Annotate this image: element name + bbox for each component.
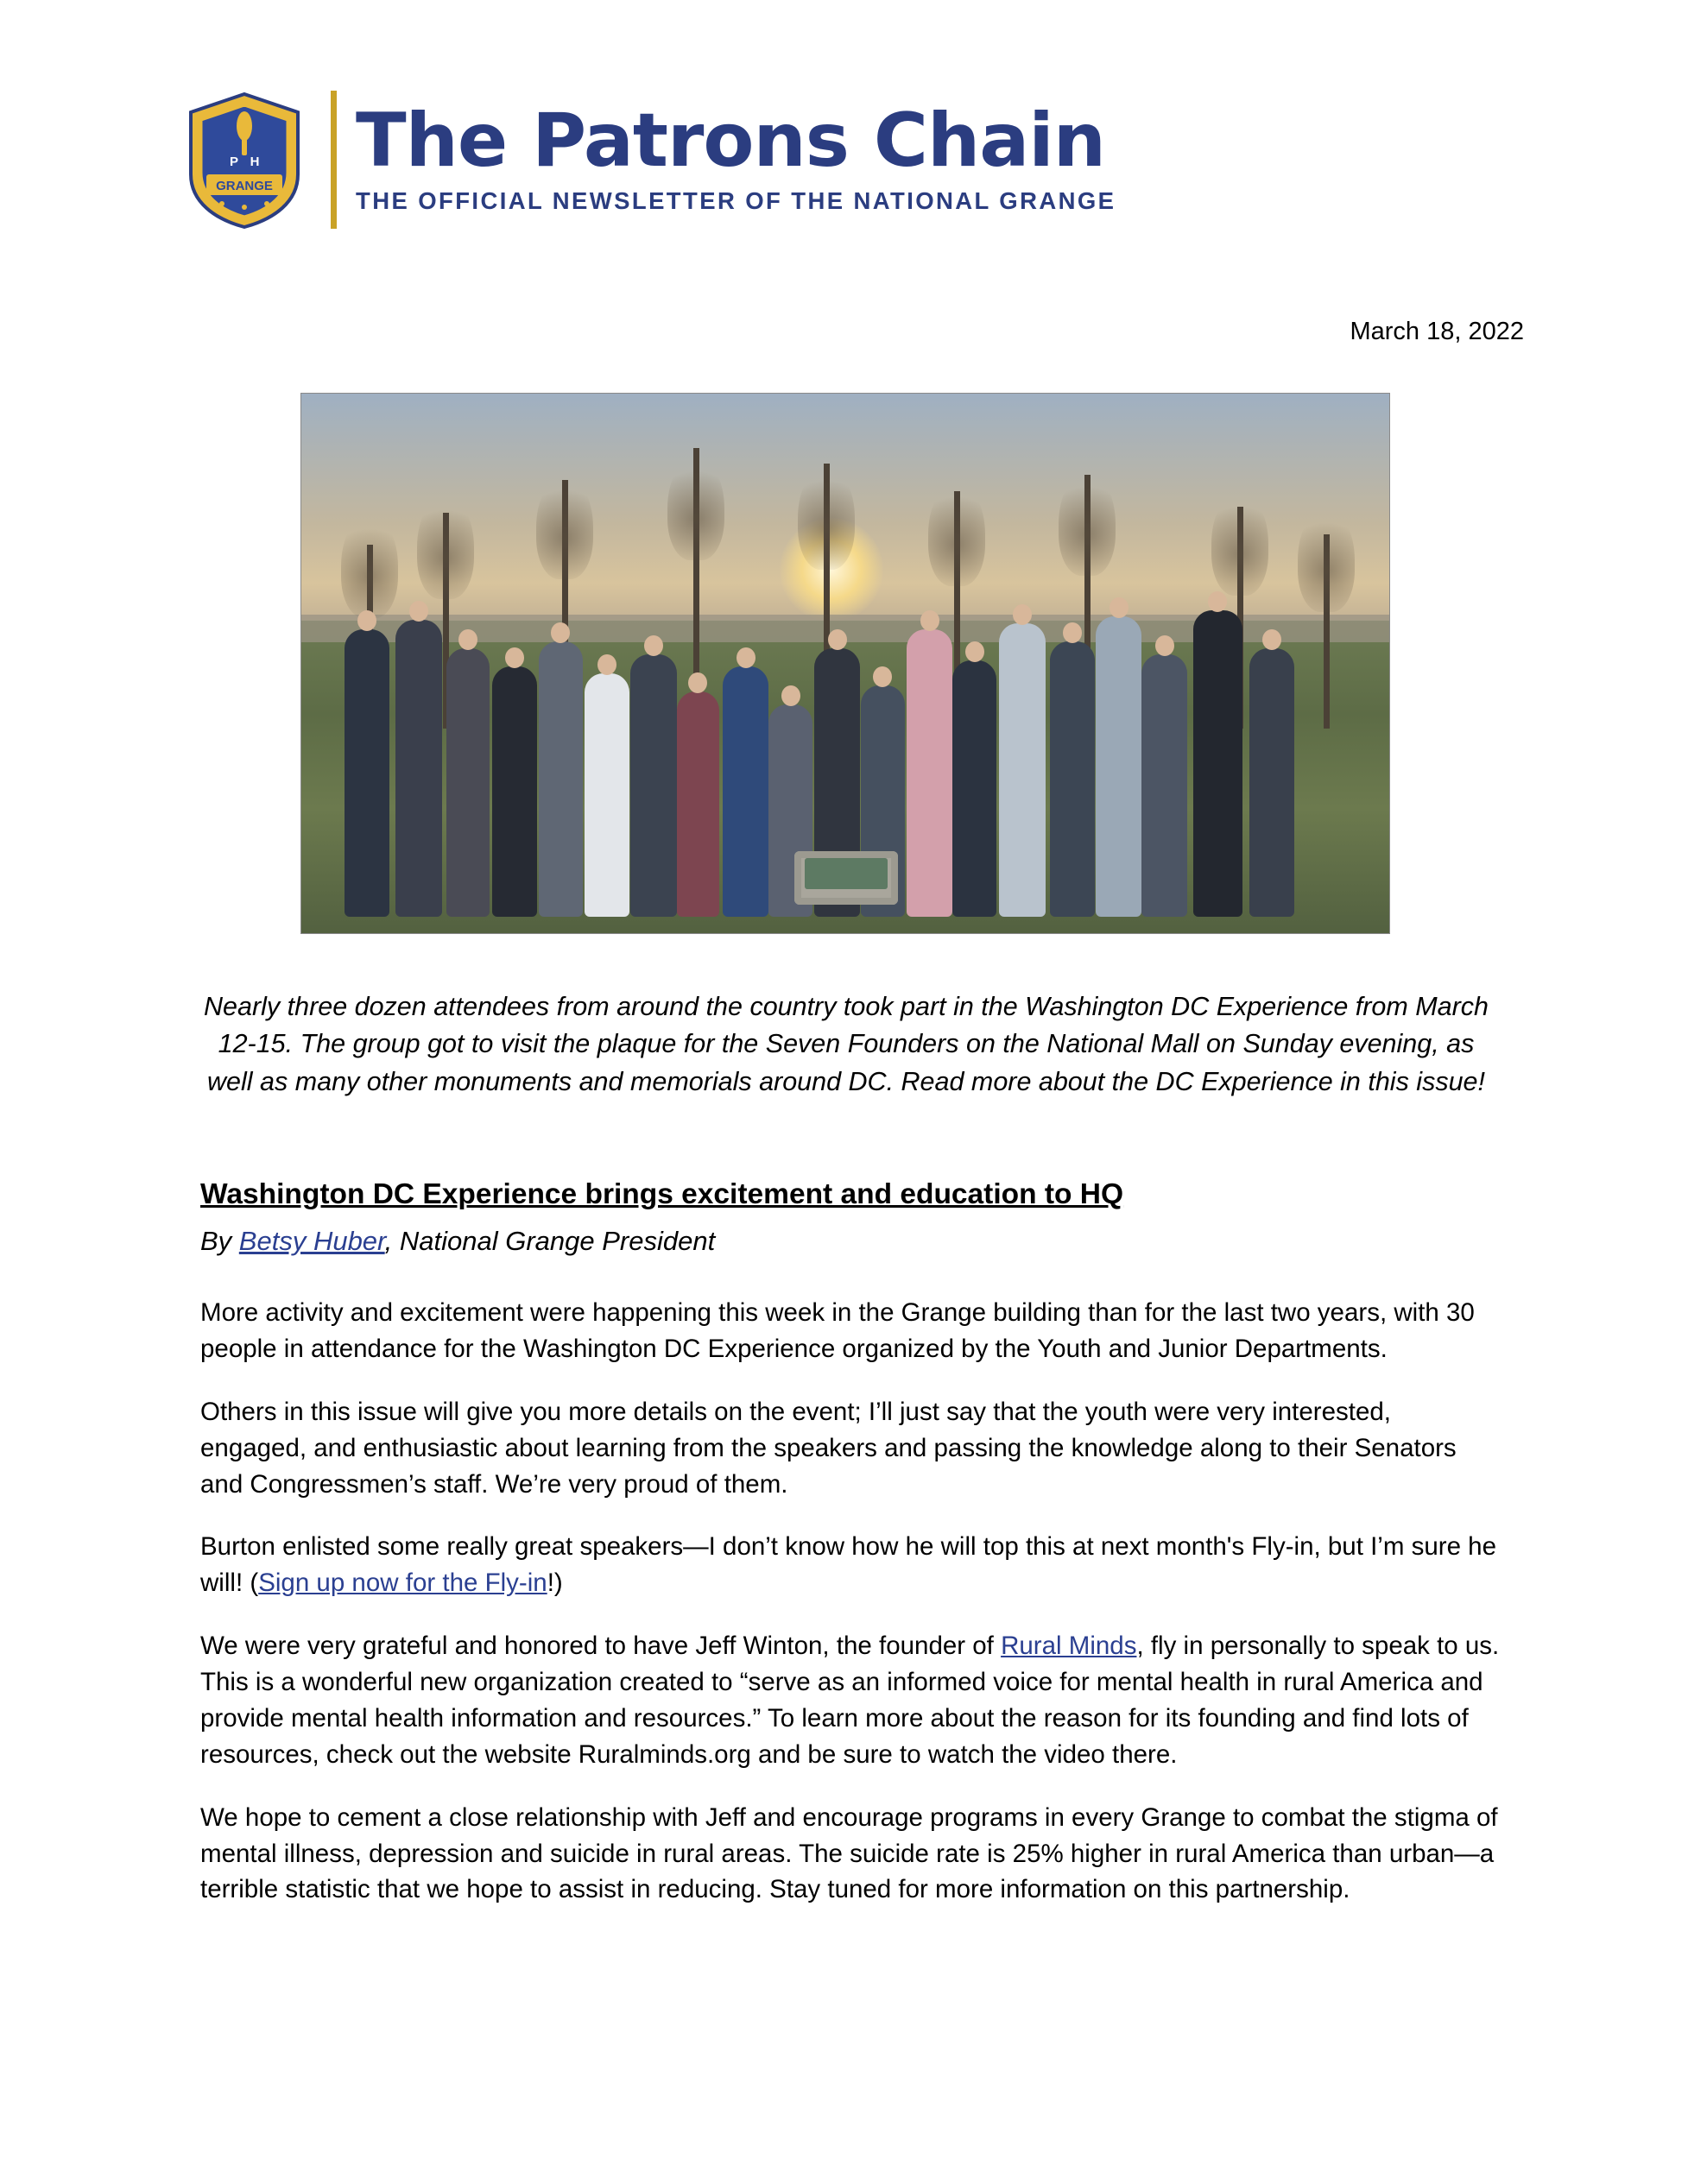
grange-shield-icon bbox=[184, 92, 305, 230]
newsletter-tagline: THE OFFICIAL NEWSLETTER OF THE NATIONAL GRANGE bbox=[356, 187, 1116, 215]
byline-author-link[interactable]: Betsy Huber bbox=[238, 1226, 385, 1256]
svg-text:H: H bbox=[250, 154, 260, 169]
article-body bbox=[200, 1295, 1500, 1935]
photo-person bbox=[952, 660, 996, 917]
paragraph-text: Burton enlisted some really great speakers—I don’t know how he will top this at next month's Fly-in, but I’m sure he will! ( bbox=[200, 1532, 1496, 1598]
photo-person bbox=[999, 623, 1046, 918]
masthead-text bbox=[356, 97, 1524, 215]
paragraph-text: Others in this issue will give you more details on the event; I’ll just say that the youth were very interested, engaged, and enthusiastic about learning from the speakers and passing the knowledge along to their Senators and Congressmen’s staff. We’re very proud of them. bbox=[200, 1397, 1457, 1499]
paragraph-text: We hope to cement a close relationship with Jeff and encourage programs in every Grange to combat the stigma of mental illness, depression and suicide in rural areas. The suicide rate is 25% higher in rural America than urban—a terrible statistic that we hope to assist in reducing. Stay tuned for more information on this partnership. bbox=[200, 1802, 1498, 1904]
national-grange-logo bbox=[177, 85, 315, 236]
photo-person bbox=[539, 641, 583, 917]
photo-caption: Nearly three dozen attendees from around the country took part in the Washington DC Experience from March 12-15. The group got to visit the plaque for the Seven Founders on the National Mall on Sunday evening, as well as many other monuments and memorials around DC. Read more about the DC Experience in this issue! bbox=[204, 992, 1489, 1096]
article-paragraph bbox=[200, 1628, 1500, 1773]
photo-person bbox=[492, 666, 537, 917]
byline-suffix: , National Grange President bbox=[384, 1226, 716, 1256]
photo-person bbox=[630, 654, 676, 918]
byline-prefix: By bbox=[200, 1226, 239, 1256]
photo-person bbox=[446, 648, 490, 918]
hero-photo bbox=[300, 393, 1390, 934]
article-paragraph bbox=[200, 1529, 1500, 1601]
photo-person bbox=[723, 666, 768, 917]
issue-date: March 18, 2022 bbox=[1350, 318, 1524, 345]
photo-founders-plaque bbox=[794, 851, 898, 905]
paragraph-text: More activity and excitement were happening this week in the Grange building than for the last two years, with 30 people in attendance for the Washington DC Experience organized by the Youth and Junior Departments. bbox=[200, 1298, 1475, 1363]
photo-person bbox=[1141, 654, 1186, 918]
photo-group bbox=[334, 604, 1356, 918]
svg-text:P: P bbox=[229, 154, 239, 169]
inline-link[interactable]: Rural Minds bbox=[1001, 1632, 1137, 1661]
photo-person bbox=[1193, 610, 1242, 917]
photo-person bbox=[1249, 648, 1294, 918]
article-byline bbox=[200, 1226, 1495, 1257]
paragraph-text: We were very grateful and honored to have Jeff Winton, the founder of bbox=[200, 1632, 1002, 1661]
masthead bbox=[177, 82, 1524, 237]
logo-wordmark: GRANGE bbox=[216, 178, 273, 193]
paragraph-text: !) bbox=[547, 1569, 563, 1598]
paragraph-text: , fly in personally to speak to us. This is a wonderful new organization created to “serve as an informed voice for mental health in rural America and provide mental health information and resources.” To learn more about the reason for its founding and find lots of resources, check out the website Ruralminds.org and be sure to watch the video there. bbox=[200, 1632, 1500, 1769]
masthead-divider bbox=[331, 91, 337, 229]
inline-link[interactable]: Sign up now for the Fly-in bbox=[258, 1569, 547, 1598]
newsletter-title: The Patrons Chain bbox=[356, 97, 1105, 184]
photo-person bbox=[907, 629, 952, 918]
photo-person bbox=[1050, 641, 1095, 917]
photo-person bbox=[345, 629, 389, 918]
photo-person bbox=[677, 691, 720, 917]
article-paragraph bbox=[200, 1800, 1500, 1909]
article-headline: Washington DC Experience brings excitement and education to HQ bbox=[200, 1178, 1124, 1210]
article-paragraph bbox=[200, 1295, 1500, 1367]
photo-person bbox=[1096, 616, 1141, 917]
photo-person bbox=[585, 673, 629, 918]
photo-person bbox=[395, 620, 442, 917]
article-paragraph bbox=[200, 1394, 1500, 1503]
